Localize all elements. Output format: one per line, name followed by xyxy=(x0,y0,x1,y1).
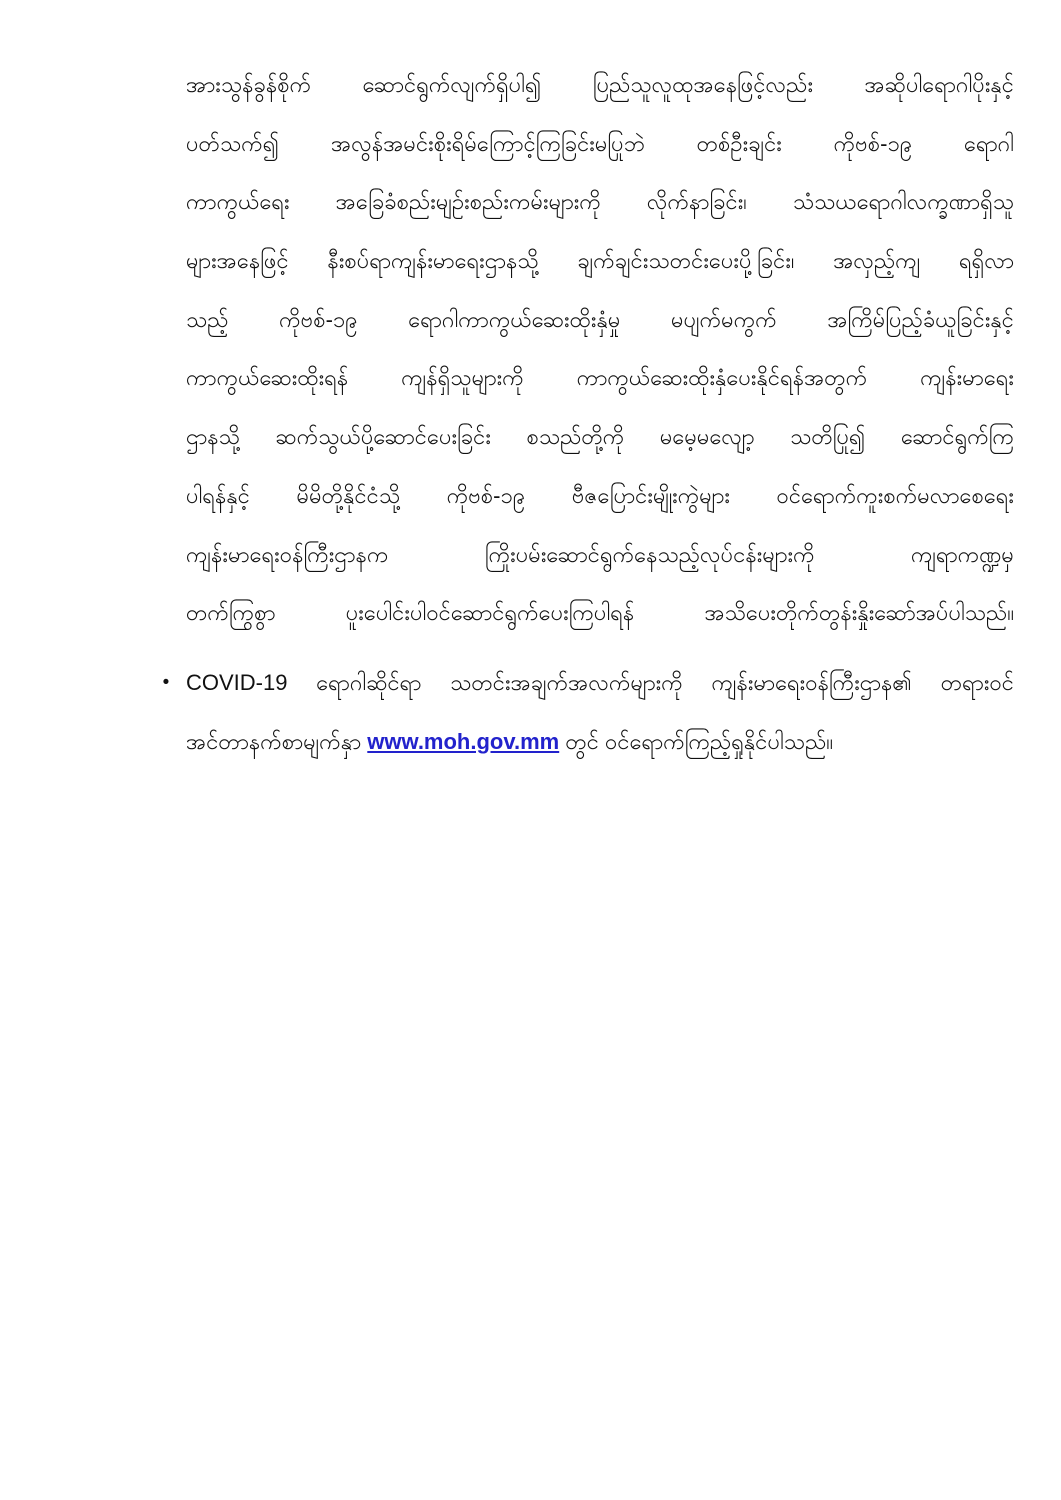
paragraph-line-2: ပတ်သက်၍ အလွန်အမင်းစိုးရိမ်ကြောင့်ကြခြင်းမပြုဘဲ တစ်ဦးချင်း ကိုဗစ်-၁၉ ရောဂါ xyxy=(186,130,1014,156)
paragraph-line-7: ဌာနသို့ ဆက်သွယ်ပို့ဆောင်ပေးခြင်း စသည်တို့ကို မမေ့မလျော့ သတိပြု၍ ဆောင်ရွက်ကြ xyxy=(186,424,1014,450)
paragraph-line-1: အားသွန်ခွန်စိုက် ဆောင်ရွက်လျက်ရှိပါ၍ ပြည်သူလူထုအနေဖြင့်လည်း အဆိုပါရောဂါပိုးနှင့် xyxy=(186,72,1014,97)
bullet-marker: • xyxy=(162,671,170,693)
paragraph-line-6: ကာကွယ်ဆေးထိုးရန် ကျန်ရှိသူများကို ကာကွယ်ဆေးထိုးနှံပေးနိုင်ရန်အတွက် ကျန်းမာရေး xyxy=(186,365,1014,391)
moh-website-link[interactable]: www.moh.gov.mm xyxy=(367,728,560,754)
paragraph-line-3: ကာကွယ်ရေး အခြေခံစည်းမျဉ်းစည်းကမ်းများကို လိုက်နာခြင်း၊ သံသယရောဂါလက္ခဏာရှိသူ xyxy=(186,189,1014,215)
bullet-line-2 xyxy=(186,713,1014,772)
bullet-line-2-suffix: တွင် ဝင်ရောက်ကြည့်ရှုနိုင်ပါသည်။ xyxy=(559,728,833,754)
paragraph-line-10: တက်ကြွစွာ ပူးပေါင်းပါဝင်ဆောင်ရွက်ပေးကြပါရန် အသိပေးတိုက်တွန်းနှိုးဆော်အပ်ပါသည်။ xyxy=(186,600,1014,626)
paragraph-line-9: ကျန်းမာရေးဝန်ကြီးဌာနက ကြိုးပမ်းဆောင်ရွက်နေသည့်လုပ်ငန်းများကို ကျရာကဏ္ဍမှ xyxy=(186,541,1014,567)
paragraph-line-4: များအနေဖြင့် နီးစပ်ရာကျန်းမာရေးဌာနသို့ ချက်ချင်းသတင်းပေးပို့ခြင်း၊ အလှည့်ကျ ရရှိလာ xyxy=(186,248,1014,274)
body-text xyxy=(162,56,1014,771)
bullet-item-covid-info xyxy=(162,654,1014,771)
bullet-line-1: COVID-19 ရောဂါဆိုင်ရာ သတင်းအချက်အလက်များကို ကျန်းမာရေးဝန်ကြီးဌာန၏ တရားဝင် xyxy=(186,669,1014,695)
paragraph-line-5: သည့် ကိုဗစ်-၁၉ ရောဂါကာကွယ်ဆေးထိုးနှံမှု မပျက်မကွက် အကြိမ်ပြည့်ခံယူခြင်းနှင့် xyxy=(186,306,1014,332)
paragraph-line-8: ပါရန်နှင့် မိမိတို့နိုင်ငံသို့ ကိုဗစ်-၁၉ ဗီဇပြောင်းမျိုးကွဲများ ဝင်ရောက်ကူးစက်မလာစေရေး xyxy=(186,482,1014,508)
bullet-line-2-prefix: အင်တာနက်စာမျက်နှာ xyxy=(186,728,368,754)
